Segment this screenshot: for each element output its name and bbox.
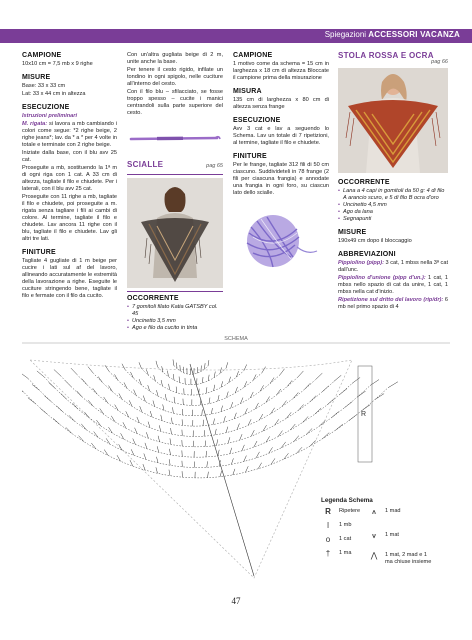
scialle-page-ref: pag 65 xyxy=(206,163,223,169)
schema-stitch xyxy=(224,416,226,422)
misure-base: Base: 33 x 33 cm xyxy=(22,83,66,89)
schema-stitch xyxy=(202,409,203,415)
schema-stitch xyxy=(169,470,170,476)
schema-stitch xyxy=(388,382,398,388)
schema-stitch xyxy=(69,415,75,421)
schema-stitch xyxy=(163,404,164,410)
schema-stitch xyxy=(280,369,285,375)
schema-stitch xyxy=(130,372,133,378)
schema-stitch xyxy=(305,383,311,389)
schema-stitch xyxy=(165,394,166,400)
schema-stitch xyxy=(158,436,160,442)
abbreviation: Pippiolino d'unione (pipp d'un.): 1 cat, 1 mbss nello spazio di cat da unire, 1 cat, 1 mbss nella cat d'inizio. xyxy=(338,275,448,295)
schema-stitch xyxy=(275,419,279,425)
stola-page-ref: pag 66 xyxy=(431,59,448,65)
schema-stitch xyxy=(169,459,170,465)
paragraph: Iniziate dalla base, con il blu avv 25 cat. xyxy=(22,150,117,163)
schema-stitch xyxy=(254,441,257,447)
schema-stitch xyxy=(260,385,264,391)
schema-stitch xyxy=(117,455,120,461)
schema-stitch xyxy=(134,390,137,396)
schema-stitch xyxy=(115,405,119,411)
schema-stitch xyxy=(79,436,84,442)
finiture-heading: FINITURE xyxy=(22,249,56,256)
schema-stitch xyxy=(57,406,63,412)
legend-item: ǀ 1 mb xyxy=(321,522,351,529)
schema-stitch xyxy=(208,375,209,381)
mad-symbol-icon: ⩚ xyxy=(371,507,377,516)
finiture-heading: FINITURE xyxy=(233,153,267,160)
schema-stitch xyxy=(286,412,291,418)
ma-symbol-icon: † xyxy=(325,549,331,558)
schema-stitch xyxy=(156,457,158,463)
schema-stitch xyxy=(65,381,71,387)
schema-stitch xyxy=(226,427,228,433)
schema-stitch xyxy=(211,408,212,414)
schema-stitch xyxy=(174,397,175,403)
schema-stitch xyxy=(53,418,60,424)
schema-stitch xyxy=(161,380,162,386)
schema-stitch xyxy=(28,398,36,404)
schema-stitch xyxy=(88,400,93,406)
schema-stitch xyxy=(235,387,237,393)
istruzioni-preliminari: Istruzioni preliminari xyxy=(22,113,78,119)
schema-stitch xyxy=(169,384,170,390)
schema-stitch xyxy=(201,365,202,371)
cluster-symbol-icon: ⋀ xyxy=(370,551,378,560)
crochet-hook-image xyxy=(127,123,223,153)
schema-stitch xyxy=(156,361,158,367)
schema-stitch xyxy=(352,377,360,383)
occorrente-list xyxy=(127,304,223,332)
schema-stitch xyxy=(298,371,303,377)
campione-text: 10x10 cm = 7,5 mb x 9 righe xyxy=(22,61,93,67)
schema-stitch xyxy=(319,420,325,426)
schema-stitch xyxy=(242,445,245,451)
schema-stitch xyxy=(221,406,223,412)
schema-stitch xyxy=(171,418,172,424)
schema-stitch xyxy=(266,436,270,442)
schema-stitch xyxy=(146,432,148,438)
schema-stitch xyxy=(91,443,96,449)
schema-stitch xyxy=(208,360,209,366)
paragraph: Proseguite con 11 righe a mb, tagliate il filo e chiudete, poi proseguite a m. rigata senza tagliare i fili ai cambi di colore. Al termine, tagliate il filo e chiudete. Lav ancora 11 righe con il blu, tagliate il filo e chiudete. Lav gli altri tre lati. xyxy=(22,194,117,242)
schema-stitch xyxy=(156,467,158,473)
stola-title: STOLA ROSSA E OCRA xyxy=(338,51,434,60)
abbreviation: Pippiolino (pipp): 3 cat, 1 mbss nella 3ª cat dall'unc. xyxy=(338,260,448,273)
column-scialle-details xyxy=(233,52,329,273)
schema-stitch xyxy=(139,379,141,385)
schema-stitch xyxy=(173,359,174,365)
schema-stitch xyxy=(119,393,122,399)
schema-stitch xyxy=(169,449,170,455)
schema-stitch xyxy=(202,377,203,383)
schema-stitch xyxy=(217,439,218,445)
schema-stitch xyxy=(226,362,228,368)
schema-stitch xyxy=(171,428,172,434)
mb-symbol-icon: ǀ xyxy=(326,521,330,530)
schema-stitch xyxy=(244,456,247,462)
schema-stitch xyxy=(357,391,365,397)
schema-stitch xyxy=(100,408,104,414)
schema-label: SCHEMA xyxy=(22,336,450,342)
schema-stitch xyxy=(41,408,48,414)
schema-stitch xyxy=(259,414,262,420)
schema-stitch xyxy=(310,396,316,402)
schema-stitch xyxy=(253,374,256,380)
schema-stitch xyxy=(220,471,222,477)
schema-stitch xyxy=(208,472,209,478)
schema-stitch xyxy=(206,387,207,393)
schema-stitch xyxy=(88,367,93,373)
schema-stitch xyxy=(293,392,298,398)
schema-stitch xyxy=(84,412,89,418)
rigata-paragraph: M. rigata: si lavora a mb cambiando i colori come segue: *2 righe beige, 2 righe jeans*; lav. da * a * per 4 volte in totale e terminate con 2 righe beige. xyxy=(22,121,117,148)
legend-item: o 1 cat xyxy=(321,536,351,543)
schema-stitch xyxy=(61,393,67,399)
list-item: • Segnapunti xyxy=(338,216,448,223)
schema-stitch xyxy=(114,374,118,380)
list-item: • 7 gomitoli filato Katia GATSBY col. 45 xyxy=(127,304,223,318)
mat-symbol-icon: ⩛ xyxy=(371,531,377,540)
esecuzione-heading: ESECUZIONE xyxy=(22,104,70,111)
schema-stitch xyxy=(206,451,207,457)
list-item: • Uncinetto 4,5 mm xyxy=(338,202,448,209)
occorrente-heading: OCCORRENTE xyxy=(338,179,390,186)
schema-stitch xyxy=(340,389,347,395)
schema-stitch xyxy=(269,447,273,453)
schema-stitch xyxy=(93,388,98,394)
section-header: Spiegazioni ACCESSORI VACANZA xyxy=(324,30,460,39)
schema-stitch xyxy=(66,427,72,433)
schema-legend xyxy=(321,497,461,588)
schema-stitch xyxy=(44,396,51,402)
schema-stitch xyxy=(144,453,146,459)
misure-text: 190x49 cm dopo il bloccaggio xyxy=(338,238,412,244)
paragraph: Per tenere il cesto rigido, infilate un tondino in ogni spigolo, nelle cuciture all'interno del cesto. xyxy=(127,67,223,87)
schema-stitch xyxy=(123,422,126,428)
schema-stitch xyxy=(94,432,99,438)
schema-stitch xyxy=(282,401,287,407)
schema-stitch xyxy=(231,458,233,464)
schema-stitch xyxy=(370,380,379,386)
schema-stitch xyxy=(32,384,40,390)
legend-title: Legenda Schema xyxy=(321,497,373,504)
list-item: • Ago da lana xyxy=(338,209,448,216)
misure-lat: Lat: 33 x 44 cm in altezza xyxy=(22,91,86,97)
divider xyxy=(127,291,223,292)
schema-stitch xyxy=(258,463,261,469)
schema-stitch xyxy=(170,438,171,444)
schema-stitch xyxy=(234,413,236,419)
schema-stitch xyxy=(106,438,110,444)
schema-stitch xyxy=(146,369,148,375)
page-number: 47 xyxy=(231,596,241,606)
schema-stitch xyxy=(362,405,371,411)
schema-stitch xyxy=(173,407,174,413)
stola-photo xyxy=(338,68,448,173)
list-item: • Uncinetto 3,5 mm xyxy=(127,318,223,325)
schema-stitch xyxy=(129,400,132,406)
schema-stitch xyxy=(294,436,299,442)
schema-stitch xyxy=(98,377,102,383)
schema-stitch xyxy=(203,420,204,426)
schema-stitch xyxy=(271,408,275,414)
schema-stitch xyxy=(215,429,216,435)
campione-heading: CAMPIONE xyxy=(233,52,273,59)
yarn-ball-image xyxy=(233,207,319,273)
schema-stitch xyxy=(322,386,329,392)
finiture-text: Tagliate 4 gugliate di 1 m beige per cucire i lati sul af del lavoro, allineando accuratamente le estremità della lavorazione a righe. Eseguite le cuciture stringendo bene, tagliate il filo e fermate con il filo da cucito. xyxy=(22,258,117,299)
schema-stitch xyxy=(240,398,243,404)
schema-stitch xyxy=(315,408,321,414)
schema-stitch xyxy=(54,370,60,376)
legend-item: ⩛ 1 mat xyxy=(367,532,399,539)
esecuzione-heading: ESECUZIONE xyxy=(233,117,281,124)
schema-stitch xyxy=(145,443,147,449)
schema-stitch xyxy=(375,394,384,400)
schema-stitch xyxy=(161,415,162,421)
column-scialle xyxy=(127,52,223,332)
misura-heading: MISURA xyxy=(233,88,262,95)
schema-stitch xyxy=(156,390,158,396)
schema-stitch xyxy=(233,469,235,475)
scialle-title: SCIALLE xyxy=(127,160,164,169)
schema-stitch xyxy=(153,401,155,407)
misura-text: 135 cm di larghezza x 80 cm di altezza senza frange xyxy=(233,97,329,110)
schema-stitch xyxy=(207,461,208,467)
schema-stitch xyxy=(77,391,82,397)
schema-stitch xyxy=(176,363,177,369)
cat-symbol-icon: o xyxy=(325,535,331,544)
schema-row xyxy=(93,373,298,426)
schema-stitch xyxy=(237,423,239,429)
occorrente-heading: OCCORRENTE xyxy=(127,295,179,302)
legend-item: ⋀ 1 mat, 2 mad e 1 ma chiuse insieme xyxy=(367,552,447,566)
schema-stitch xyxy=(245,466,248,472)
occorrente-list xyxy=(338,188,448,223)
paragraph: Con un'altra gugliata beige di 2 m, unite anche la base. xyxy=(127,52,223,65)
schema-stitch xyxy=(256,452,259,458)
schema-stitch xyxy=(204,430,205,436)
schema-stitch xyxy=(271,458,275,464)
misure-heading: MISURE xyxy=(22,74,51,81)
schema-stitch xyxy=(228,437,230,443)
list-item: • Ago e filo da cucito in tinta xyxy=(127,325,223,332)
schema-stitch xyxy=(332,412,339,418)
esecuzione-text: Avv 3 cat e lav a seguendo lo Schema. Lav un totale di 7 ripetizioni, al termine, tagliate il filo e chiudete. xyxy=(233,126,329,146)
schema-stitch xyxy=(218,395,219,401)
schema-stitch xyxy=(108,386,112,392)
schema-stitch xyxy=(139,362,141,368)
legend-item: R Ripetere xyxy=(321,508,360,515)
paragraph: Con il filo blu – sfilacciato, se fosse troppo spesso – cucite i manici centrandoli sulla parte superiore del cesto. xyxy=(127,89,223,116)
schema-stitch xyxy=(157,446,159,452)
schema-stitch xyxy=(214,385,215,391)
misure-heading: MISURE xyxy=(338,229,367,236)
schema-stitch xyxy=(71,368,77,374)
schema-stitch xyxy=(277,389,281,395)
abbreviazioni-heading: ABBREVIAZIONI xyxy=(338,251,396,258)
schema-stitch xyxy=(148,422,150,428)
campione-heading: CAMPIONE xyxy=(22,52,62,59)
schema-stitch xyxy=(213,418,214,424)
schema-stitch xyxy=(204,363,205,369)
schema-stitch xyxy=(159,425,160,431)
schema-stitch xyxy=(323,433,330,439)
legend-item: † 1 ma xyxy=(321,550,351,557)
schema-stitch xyxy=(143,464,145,470)
divider xyxy=(127,174,223,175)
schema-stitch xyxy=(262,367,266,373)
schema-stitch xyxy=(205,441,206,447)
schema-row xyxy=(44,377,352,457)
schema-stitch xyxy=(218,450,219,456)
column-basket-instructions xyxy=(22,52,117,301)
schema-stitch xyxy=(124,382,127,388)
scialle-title-block xyxy=(127,161,223,170)
stola-title-block xyxy=(338,52,448,59)
schema-stitch xyxy=(209,398,210,404)
repeat-mark: R xyxy=(361,411,367,418)
schema-stitch xyxy=(179,377,180,383)
legend-item: ⩚ 1 mad xyxy=(367,508,401,515)
schema-stitch xyxy=(349,415,357,421)
schema-stitch xyxy=(82,379,87,385)
list-item: • Lana a 4 capi in gomitoli da 50 g: 4 di filo A arancio scuro, e 5 di filo B ocra d'oro xyxy=(338,188,448,202)
schema-stitch xyxy=(336,424,343,430)
column-stola xyxy=(338,52,448,312)
schema-stitch xyxy=(22,372,28,378)
schema-stitch xyxy=(154,375,156,381)
campione-text: 1 motivo come da schema = 15 cm in larghezza x 18 cm di altezza Bloccate il campione prima della misurazione xyxy=(233,61,329,81)
schema-stitch xyxy=(287,380,292,386)
paragraph: Proseguite a mb, sostituendo la 1ª m di ogni riga con 1 cat. A 33 cm di altezza, tagliate il filo e chiudete. Per i laterali, con il blu avv 25 cat. xyxy=(22,165,117,192)
finiture-text: Per le frange, tagliate 312 fili di 50 cm ciascuno. Suddivideteli in 78 frange (2 fili per ciascuna frangia) e annodate una frangia in ogni foro, su ciascun lato dello scialle. xyxy=(233,162,329,196)
schema-row xyxy=(22,380,388,478)
schema-stitch xyxy=(104,397,108,403)
schema-stitch xyxy=(290,424,295,430)
scialle-photo xyxy=(127,178,223,288)
schema-stitch xyxy=(316,373,322,379)
schema-stitch xyxy=(214,372,215,378)
section-header-bar xyxy=(0,29,472,43)
schema-stitch xyxy=(334,375,341,381)
abbreviation: Ripetizione sul dritto del lavoro (rip/dr): 6 mb nel primo spazio di 4 xyxy=(338,297,448,310)
schema-stitch xyxy=(230,448,232,454)
schema-stitch xyxy=(344,402,352,408)
repeat-symbol-icon: R xyxy=(325,507,331,516)
schema-stitch xyxy=(303,417,309,423)
schema-stitch xyxy=(173,374,174,380)
schema-stitch xyxy=(22,386,24,392)
schema-stitch xyxy=(37,371,44,377)
schema-stitch xyxy=(122,364,125,370)
schema-stitch xyxy=(270,378,274,384)
schema-stitch xyxy=(266,396,270,402)
schema-stitch xyxy=(176,387,177,393)
schema-stitch xyxy=(297,447,302,453)
schema-stitch xyxy=(108,427,112,433)
